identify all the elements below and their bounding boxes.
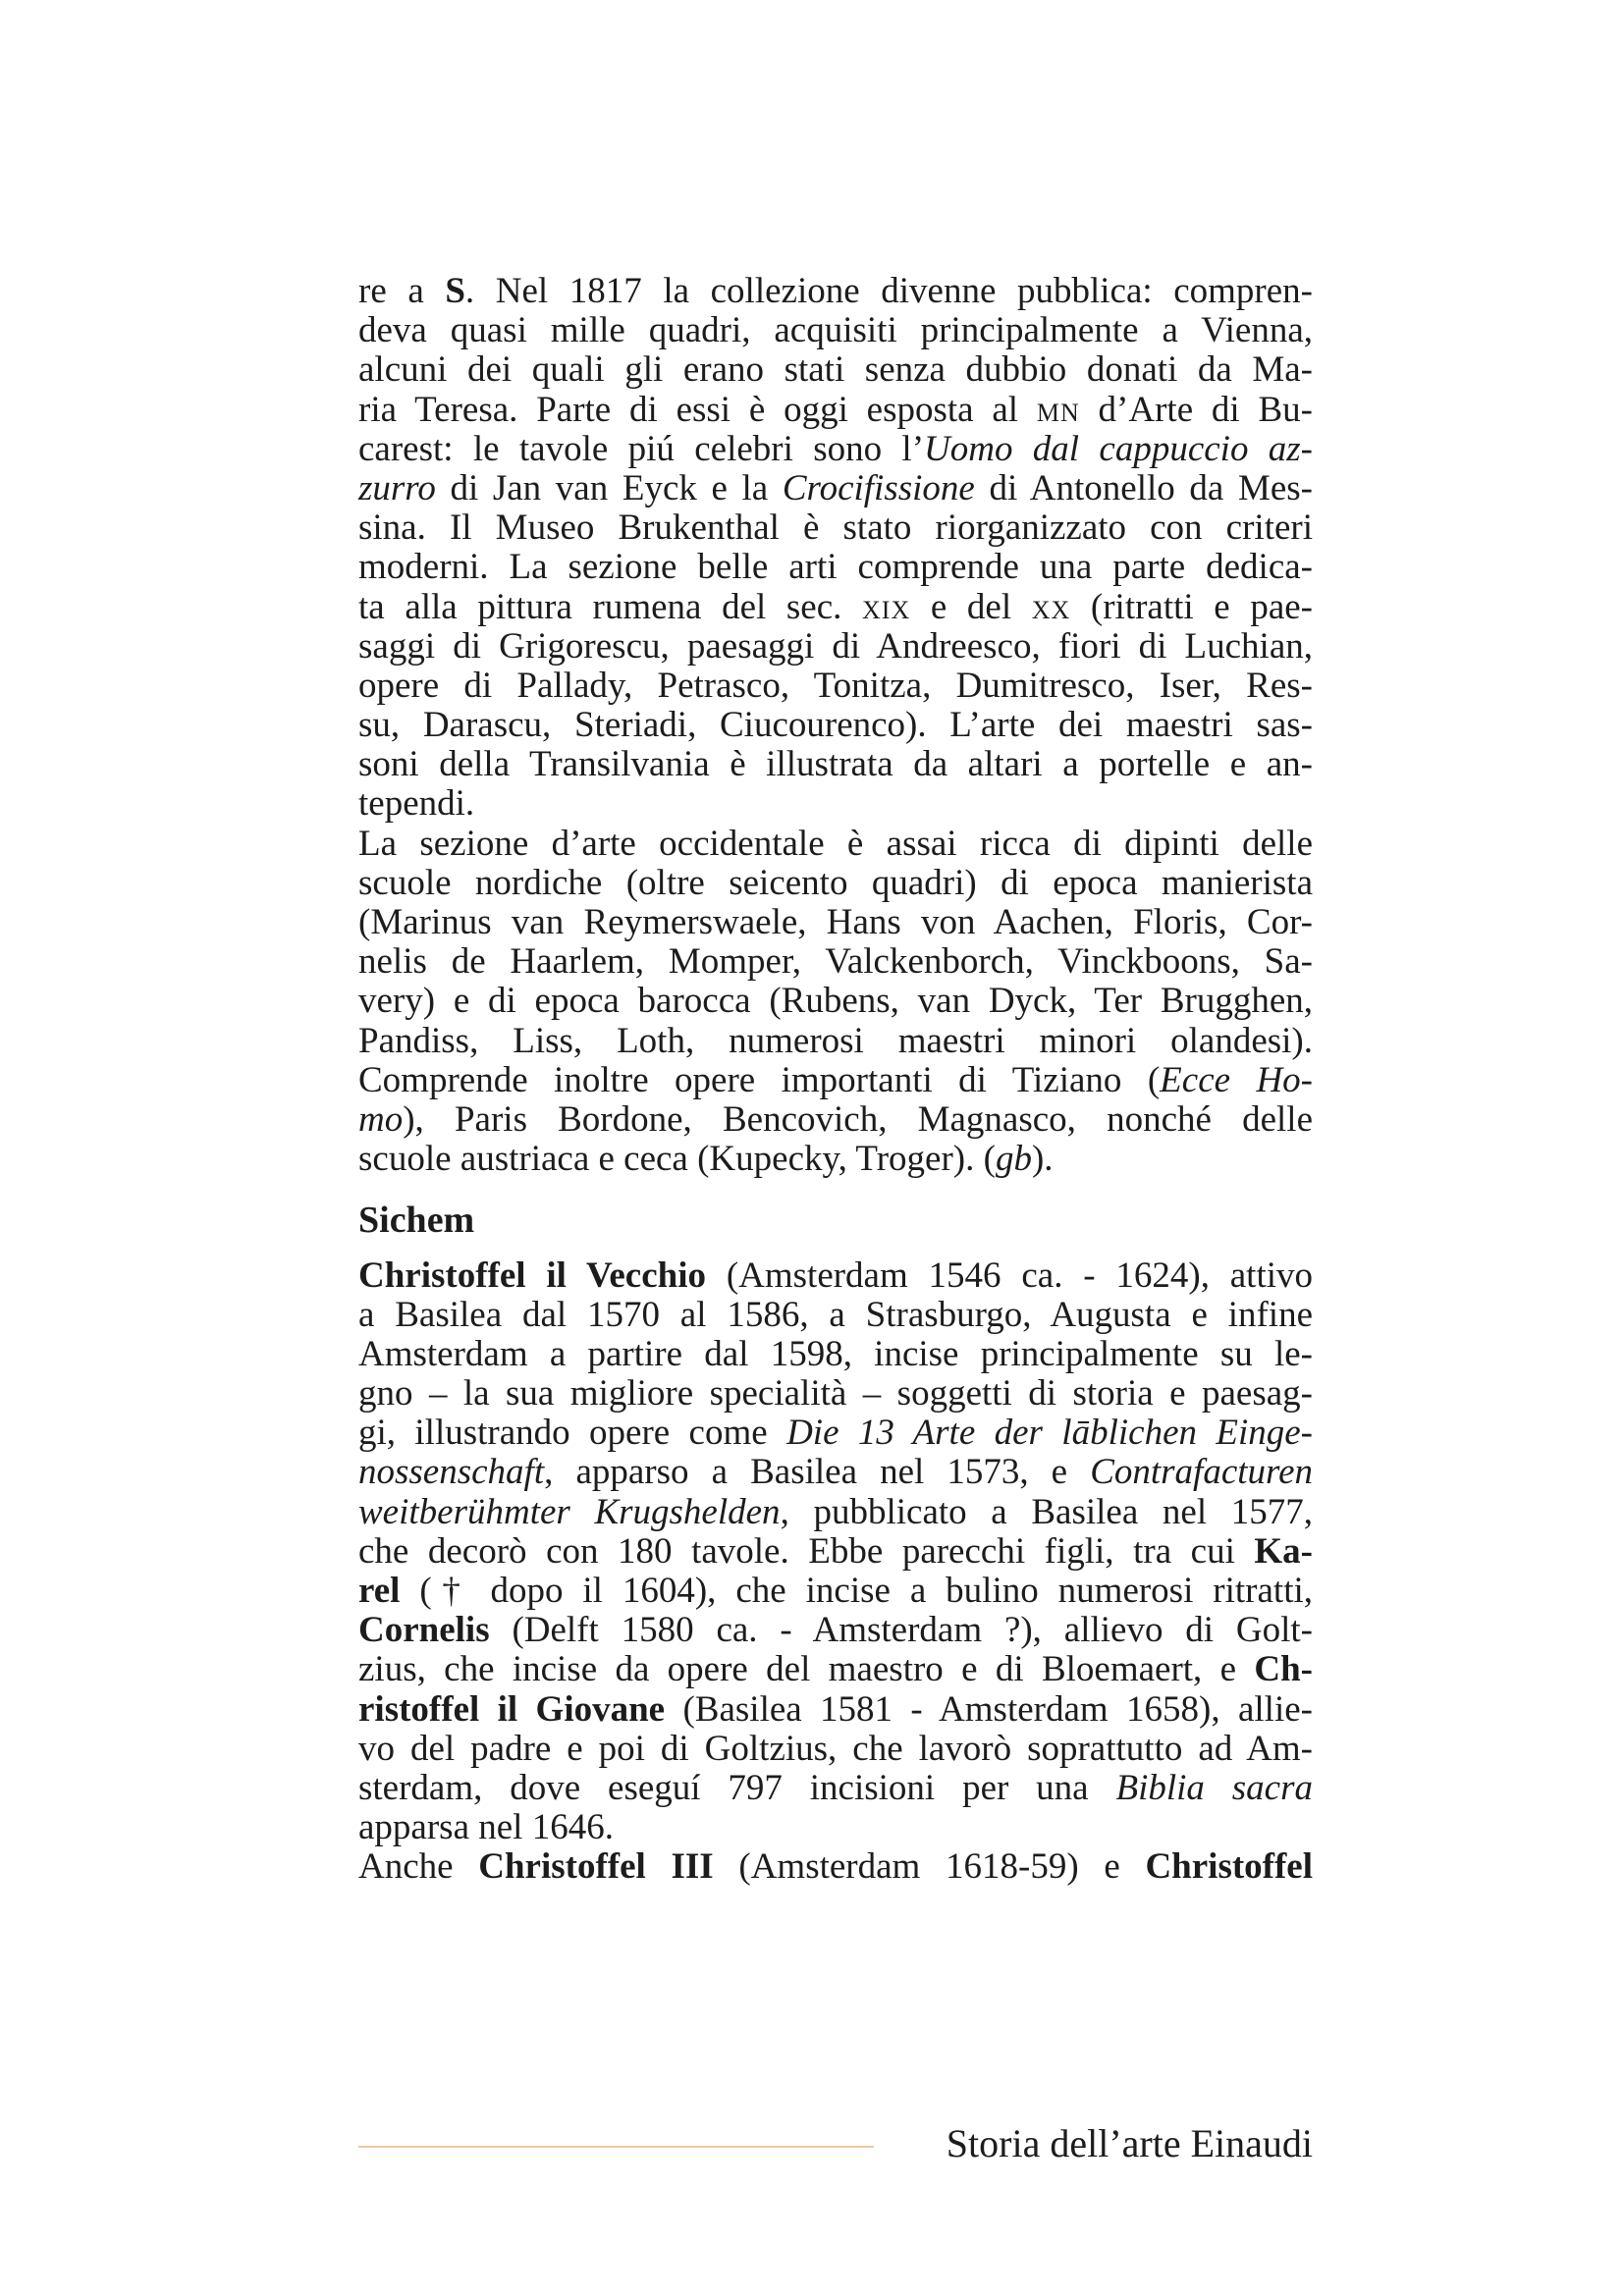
continuation-line: zurro di Jan van Eyck e la Crocifissione di Antonello da Mes- bbox=[358, 467, 1314, 508]
continuation-line: soni della Transilvania è illustrata da altari a portelle e an- bbox=[358, 744, 1313, 785]
continuation-line: sina. Il Museo Brukenthal è stato riorganizzato con criteri bbox=[358, 507, 1313, 549]
footer-rule bbox=[358, 2146, 874, 2148]
entry-body bbox=[358, 1256, 1313, 1888]
continuation-line: tependi. bbox=[358, 783, 475, 825]
continuation-line: opere di Pallady, Petrasco, Tonitza, Dumitresco, Iser, Res- bbox=[358, 665, 1313, 706]
entry-line: weitberühmter Krugshelden, pubblicato a Basilea nel 1577, bbox=[358, 1491, 1314, 1532]
continuation-line: ria Teresa. Parte di essi è oggi esposta al mn d’Arte di Bu- bbox=[358, 389, 1313, 430]
entry-line: Amsterdam a partire dal 1598, incise principalmente su le- bbox=[358, 1333, 1313, 1374]
entry-line: rel († dopo il 1604), che incise a bulino numerosi ritratti, bbox=[358, 1571, 1313, 1611]
entry-line: a Basilea dal 1570 al 1586, a Strasburgo, Augusta e infine bbox=[358, 1294, 1313, 1335]
entry-line: Anche Christoffel III (Amsterdam 1618-59) e Christoffel bbox=[358, 1846, 1314, 1888]
continuation-line: saggi di Grigorescu, paesaggi di Andreesco, fiori di Luchian, bbox=[358, 625, 1313, 667]
continuation-line: ta alla pittura rumena del sec. xix e del xx (ritratti e pae- bbox=[358, 586, 1313, 627]
continuation-line: (Marinus van Reymerswaele, Hans von Aachen, Floris, Cor- bbox=[358, 902, 1313, 942]
entry-line: ristoffel il Giovane (Basilea 1581 - Amsterdam 1658), allie- bbox=[358, 1688, 1313, 1730]
entry-line: vo del padre e poi di Goltzius, che lavorò soprattutto ad Am- bbox=[358, 1728, 1313, 1769]
entry-line: gi, illustrando opere come Die 13 Arte der lāblichen Einge- bbox=[358, 1413, 1313, 1454]
article-continuation bbox=[358, 272, 1313, 1179]
continuation-line: very) e di epoca barocca (Rubens, van Dyck, Ter Brugghen, bbox=[358, 981, 1313, 1022]
entry-line: apparsa nel 1646. bbox=[358, 1807, 614, 1848]
continuation-line: deva quasi mille quadri, acquisiti principalmente a Vienna, bbox=[358, 310, 1313, 351]
continuation-line: carest: le tavole piú celebri sono l’Uomo dal cappuccio az- bbox=[358, 428, 1313, 469]
continuation-line: Pandiss, Liss, Loth, numerosi maestri minori olandesi). bbox=[358, 1020, 1313, 1061]
entry-line: nossenschaft, apparso a Basilea nel 1573, e Contrafacturen bbox=[358, 1452, 1313, 1493]
continuation-line: alcuni dei quali gli erano stati senza dubbio donati da Ma- bbox=[358, 349, 1313, 391]
entry-line: gno – la sua migliore specialità – soggetti di storia e paesag- bbox=[358, 1373, 1313, 1415]
entry-heading: Sichem bbox=[358, 1200, 475, 1242]
continuation-line: scuole nordiche (oltre seicento quadri) di epoca manierista bbox=[358, 862, 1313, 903]
entry-line: zius, che incise da opere del maestro e di Bloemaert, e Ch- bbox=[358, 1649, 1313, 1690]
entry-line: Cornelis (Delft 1580 ca. - Amsterdam ?), allievo di Golt- bbox=[358, 1610, 1313, 1651]
continuation-line: su, Darascu, Steriadi, Ciucourenco). L’arte dei maestri sas- bbox=[358, 705, 1313, 746]
continuation-line: mo), Paris Bordone, Bencovich, Magnasco, nonché delle bbox=[358, 1098, 1313, 1140]
entry-line: Christoffel il Vecchio (Amsterdam 1546 ca. - 1624), attivo bbox=[358, 1255, 1314, 1296]
continuation-line: nelis de Haarlem, Momper, Valckenborch, Vinckboons, Sa- bbox=[358, 941, 1313, 983]
continuation-line: La sezione d’arte occidentale è assai ricca di dipinti delle bbox=[358, 823, 1313, 864]
text-column bbox=[358, 272, 1313, 1888]
continuation-line: re a S. Nel 1817 la collezione divenne pubblica: compren- bbox=[358, 271, 1313, 311]
continuation-line: Comprende inoltre opere importanti di Tiziano (Ecce Ho- bbox=[358, 1059, 1313, 1100]
footer-publication-title: Storia dell’arte Einaudi bbox=[946, 2121, 1313, 2165]
entry-line: sterdam, dove eseguí 797 incisioni per una Biblia sacra bbox=[358, 1767, 1313, 1808]
continuation-line: moderni. La sezione belle arti comprende una parte dedica- bbox=[358, 547, 1313, 588]
entry-line: che decorò con 180 tavole. Ebbe parecchi figli, tra cui Ka- bbox=[358, 1530, 1313, 1572]
continuation-line: scuole austriaca e ceca (Kupecky, Troger). (gb). bbox=[358, 1139, 1054, 1180]
